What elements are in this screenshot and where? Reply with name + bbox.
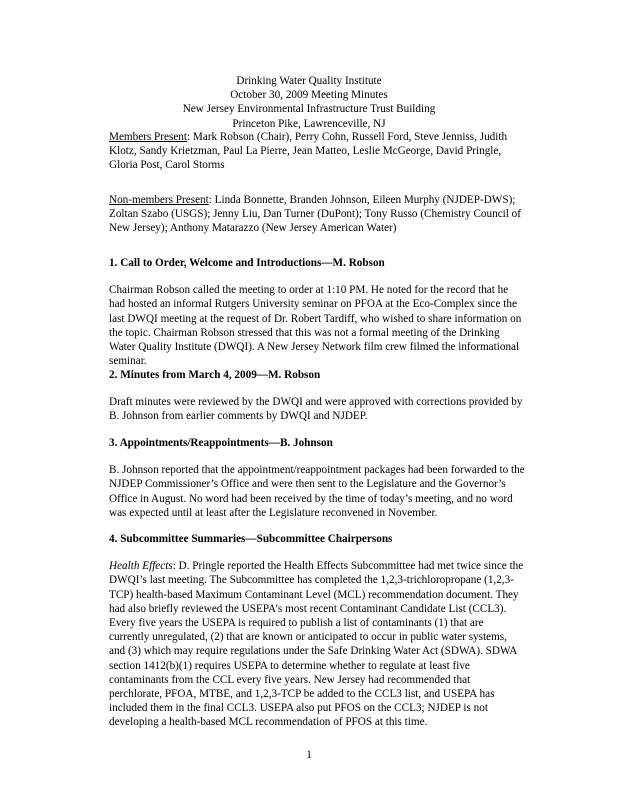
health-effects-text: : D. Pringle reported the Health Effects Subcommittee had met twice since the DWQI’s last meeting. The Subcommittee has completed the 1,2,3-trichloropropane (1,2,3-TCP) health-based Maximum Contaminant Level (MCL) recommendation document. They had also briefly reviewed the USEPA’s most recent Contaminant Candidate List (CCL3). Every five years the USEPA is required to publish a list of contaminants (1) that are currently unregulated, (2) that are known or anticipated to occur in public water systems, and (3) which may require regulations under the Safe Drinking Water Act (SDWA). SDWA section 1412(b)(1) requires USEPA to determine whether to regulate at least five contaminants from the CCL every five years. New Jersey had recommended that perchlorate, PFOA, MTBE, and 1,2,3-TCP be added to the CCL3 list, and USEPA has included them in the final CCL3. USEPA also put PFOS on the CCL3; NJDEP is not developing a health-based MCL recommendation of PFOS at this time. — [109, 560, 524, 729]
section-2-body: Draft minutes were reviewed by the DWQI and were approved with corrections provided by B. Johnson from earlier comments by DWQI and NJDEP. — [109, 396, 523, 423]
section-3-body: B. Johnson reported that the appointment/reappointment packages had been forwarded to the NJDEP Commissioner’s Office and were then sent to the Legislature and the Governor’s Office in August. No word had been received by the time of today’s meeting, and no word was expected until at least after the Legislature reconvened in November. — [109, 464, 525, 519]
section-3 — [109, 436, 525, 520]
health-effects-paragraph — [109, 559, 525, 729]
document-header — [0, 74, 618, 131]
meeting-title: October 30, 2009 Meeting Minutes — [230, 89, 388, 102]
section-1-heading: 1. Call to Order, Welcome and Introductions—M. Robson — [109, 257, 385, 269]
nonmembers-present-text: : Linda Bonnette, Branden Johnson, Eileen Murphy (NJDEP-DWS); Zoltan Szabo (USGS); Jenny Liu, Dan Turner (DuPont); Tony Russo (Chemistry Council of New Jersey); Anthony Matarazzo (New Jersey American Water) — [109, 194, 522, 235]
section-3-heading: 3. Appointments/Reappointments—B. Johnson — [109, 437, 333, 449]
section-4 — [109, 532, 525, 730]
section-4-heading: 4. Subcommittee Summaries—Subcommittee Chairpersons — [109, 533, 393, 545]
members-present — [109, 130, 525, 173]
nonmembers-present — [109, 193, 525, 236]
institute-name: Drinking Water Quality Institute — [236, 75, 382, 87]
section-2-heading: 2. Minutes from March 4, 2009—M. Robson — [109, 369, 321, 381]
members-present-label: Members Present — [109, 131, 187, 143]
section-1 — [109, 256, 525, 368]
members-present-text: : Mark Robson (Chair), Perry Cohn, Russell Ford, Steve Jenniss, Judith Klotz, Sandy Krietzman, Paul La Pierre, Jean Matteo, Leslie McGeorge, David Pringle, Gloria Post, Carol Storms — [109, 131, 508, 172]
meeting-location-address: Princeton Pike, Lawrenceville, NJ — [232, 117, 386, 130]
health-effects-label: Health Effects — [109, 560, 173, 573]
meeting-location-building: New Jersey Environmental Infrastructure Trust Building — [182, 103, 436, 116]
nonmembers-present-label: Non-members Present — [109, 194, 209, 206]
section-2 — [109, 368, 525, 424]
page-number: 1 — [306, 749, 312, 761]
section-1-body: Chairman Robson called the meeting to order at 1:10 PM. He noted for the record that he had hosted an informal Rutgers University seminar on PFOA at the Eco-Complex since the last DWQI meeting at the request of Dr. Robert Tardiff, who wished to share information on the topic. Chairman Robson stressed that this was not a formal meeting of the Drinking Water Quality Institute (DWQI). A New Jersey Network film crew filmed the informational seminar. — [109, 284, 522, 368]
